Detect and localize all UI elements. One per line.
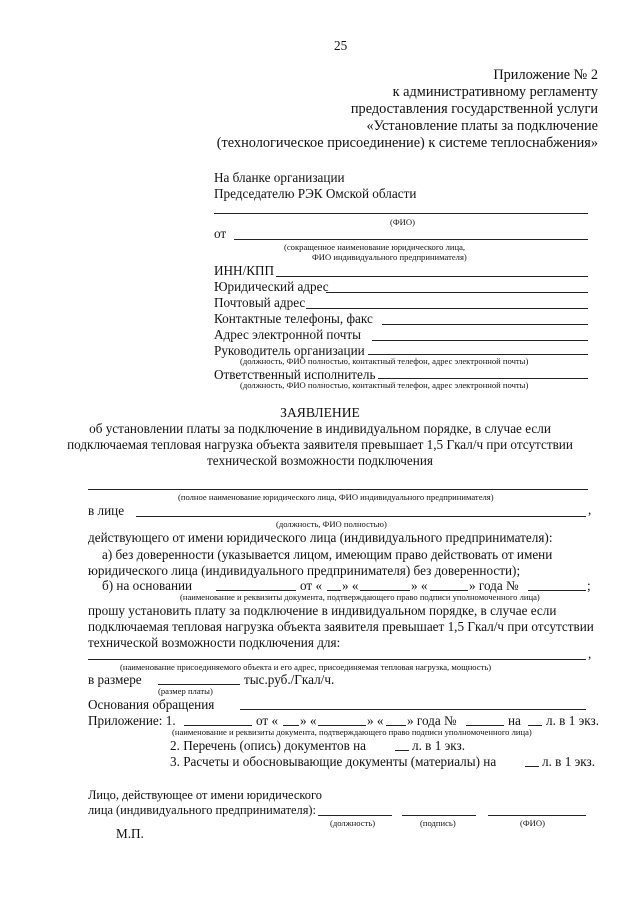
appendix-line-3: предоставления государственной услуги [350, 101, 598, 117]
option-b-quote-1: » « [342, 578, 359, 593]
sign-caption: (подпись) [420, 818, 456, 828]
attachment-on: на [508, 713, 521, 728]
option-b-day-line [327, 590, 341, 591]
option-b-doc-line [216, 590, 296, 591]
executor-caption: (должность, ФИО полностью, контактный телефон, адрес электронной почты) [240, 380, 529, 390]
email-line [372, 340, 588, 341]
option-b-caption: (наименование и реквизиты документа, подтверждающего право подписи уполномоченного лица) [180, 592, 540, 602]
signatory-line-1: Лицо, действующее от имени юридического [88, 788, 322, 802]
attachment-from: от « [256, 713, 279, 728]
from-caption-2: ФИО индивидуального предпринимателя) [312, 252, 467, 262]
option-b-quote-2: » « [411, 578, 428, 593]
position-caption: (должность) [330, 818, 376, 828]
option-b-label: б) на основании [102, 578, 193, 593]
phones-line [382, 324, 588, 325]
attachment-doc-line [184, 725, 252, 726]
inn-line [276, 276, 588, 277]
option-b-yearnum-line [430, 590, 468, 591]
option-b-month-line [360, 590, 410, 591]
acting-text: действующего от имени юридического лица (индивидуального предпринимателя): [88, 530, 553, 545]
option-a-line-1: а) без доверенности (указывается лицом, имеющим право действовать от имени [102, 547, 553, 562]
size-line [158, 684, 240, 685]
addressee-chairman: Председателю РЭК Омской области [214, 186, 417, 201]
attachment-month-line [318, 725, 366, 726]
title-line-1: об установлении платы за подключение в индивидуальном порядке, в случае если [89, 421, 551, 436]
object-comma: , [588, 646, 592, 661]
object-caption: (наименование присоединяемого объекта и его адрес, присоединяемая тепловая нагрузка, мощность) [120, 662, 492, 672]
attachment-year: » года № [407, 713, 457, 728]
letterhead-note: На бланке организации [214, 170, 345, 185]
option-b-year: » года № [469, 578, 519, 593]
inn-label: ИНН/КПП [214, 263, 275, 278]
from-line [234, 239, 588, 240]
attachment-day-line [283, 725, 299, 726]
attachment-3-text: 3. Расчеты и обосновывающие документы (материалы) на [170, 754, 497, 769]
executor-label: Ответственный исполнитель [214, 367, 376, 382]
attachment-sheets: л. в 1 экз. [546, 713, 599, 728]
option-b-from: от « [300, 578, 323, 593]
attachment-2-sheets: л. в 1 экз. [412, 738, 465, 753]
head-label: Руководитель организации [214, 343, 365, 358]
basis-line [240, 709, 586, 710]
size-label: в размере [88, 672, 142, 687]
option-b-end: ; [587, 578, 591, 593]
appendix-line-4: «Установление платы за подключение [366, 118, 598, 134]
fio-signature-line [488, 815, 586, 816]
attachment-label: Приложение: 1. [88, 713, 176, 728]
email-label: Адрес электронной почты [214, 327, 361, 342]
person-line [136, 516, 586, 517]
postal-address-label: Почтовый адрес [214, 295, 306, 310]
postal-address-line [306, 308, 588, 309]
position-line [318, 815, 392, 816]
object-line [88, 659, 586, 660]
from-label: от [214, 226, 227, 241]
attachment-3-sheets: л. в 1 экз. [542, 754, 595, 769]
size-caption: (размер платы) [158, 686, 213, 696]
attachment-quote-2: » « [367, 713, 384, 728]
from-caption-1: (сокращенное наименование юридического лица, [284, 242, 466, 252]
request-line-3: технической возможности подключения для: [88, 635, 341, 650]
attachment-2-text: 2. Перечень (опись) документов на [170, 738, 367, 753]
sign-line [402, 815, 476, 816]
attachment-2-line [395, 750, 409, 751]
title-line-2: подключаемая тепловая нагрузка объекта заявителя превышает 1,5 Гкал/ч при отсутствии [67, 437, 573, 452]
person-comma: , [588, 502, 592, 517]
applicant-name-line [88, 489, 588, 490]
person-caption: (должность, ФИО полностью) [276, 519, 387, 529]
attachment-sheets-line [528, 725, 542, 726]
legal-address-label: Юридический адрес [214, 279, 329, 294]
option-a-line-2: юридического лица (индивидуального предпринимателя) без доверенности); [88, 563, 521, 578]
attachment-number-line [466, 725, 504, 726]
title-line-3: технической возможности подключения [207, 453, 433, 468]
fio-signature-caption: (ФИО) [520, 818, 545, 828]
head-line [368, 354, 588, 355]
appendix-title: Приложение № 2 [493, 67, 598, 83]
signatory-line-2: лица (индивидуального предпринимателя): [88, 803, 317, 817]
attachment-3-line [525, 766, 539, 767]
appendix-line-5: (технологическое присоединение) к системе теплоснабжения» [216, 135, 598, 151]
person-label: в лице [88, 503, 125, 518]
attachment-quote-1: » « [300, 713, 317, 728]
document-title: ЗАЯВЛЕНИЕ [280, 405, 360, 420]
option-b-number-line [528, 590, 586, 591]
fio-caption: (ФИО) [390, 217, 415, 227]
stamp-place: М.П. [116, 826, 144, 841]
executor-line [378, 378, 588, 379]
head-caption: (должность, ФИО полностью, контактный телефон, адрес электронной почты) [240, 356, 529, 366]
size-unit: тыс.руб./Гкал/ч. [244, 672, 335, 687]
legal-address-line [326, 292, 588, 293]
attachment-yearnum-line [386, 725, 406, 726]
fio-line [214, 213, 588, 214]
applicant-name-caption: (полное наименование юридического лица, ФИО индивидуального предпринимателя) [178, 492, 494, 502]
request-line-1: прошу установить плату за подключение в индивидуальном порядке, в случае если [88, 603, 557, 618]
page-number: 25 [334, 38, 348, 53]
attachment-caption: (наименование и реквизиты документа, подтверждающего право подписи уполномоченного лица) [172, 727, 532, 737]
phones-label: Контактные телефоны, факс [214, 311, 373, 326]
appendix-line-2: к административному регламенту [392, 84, 598, 100]
request-line-2: подключаемая тепловая нагрузка объекта заявителя превышает 1,5 Гкал/ч при отсутствии [88, 619, 594, 634]
basis-label: Основания обращения [88, 697, 215, 712]
